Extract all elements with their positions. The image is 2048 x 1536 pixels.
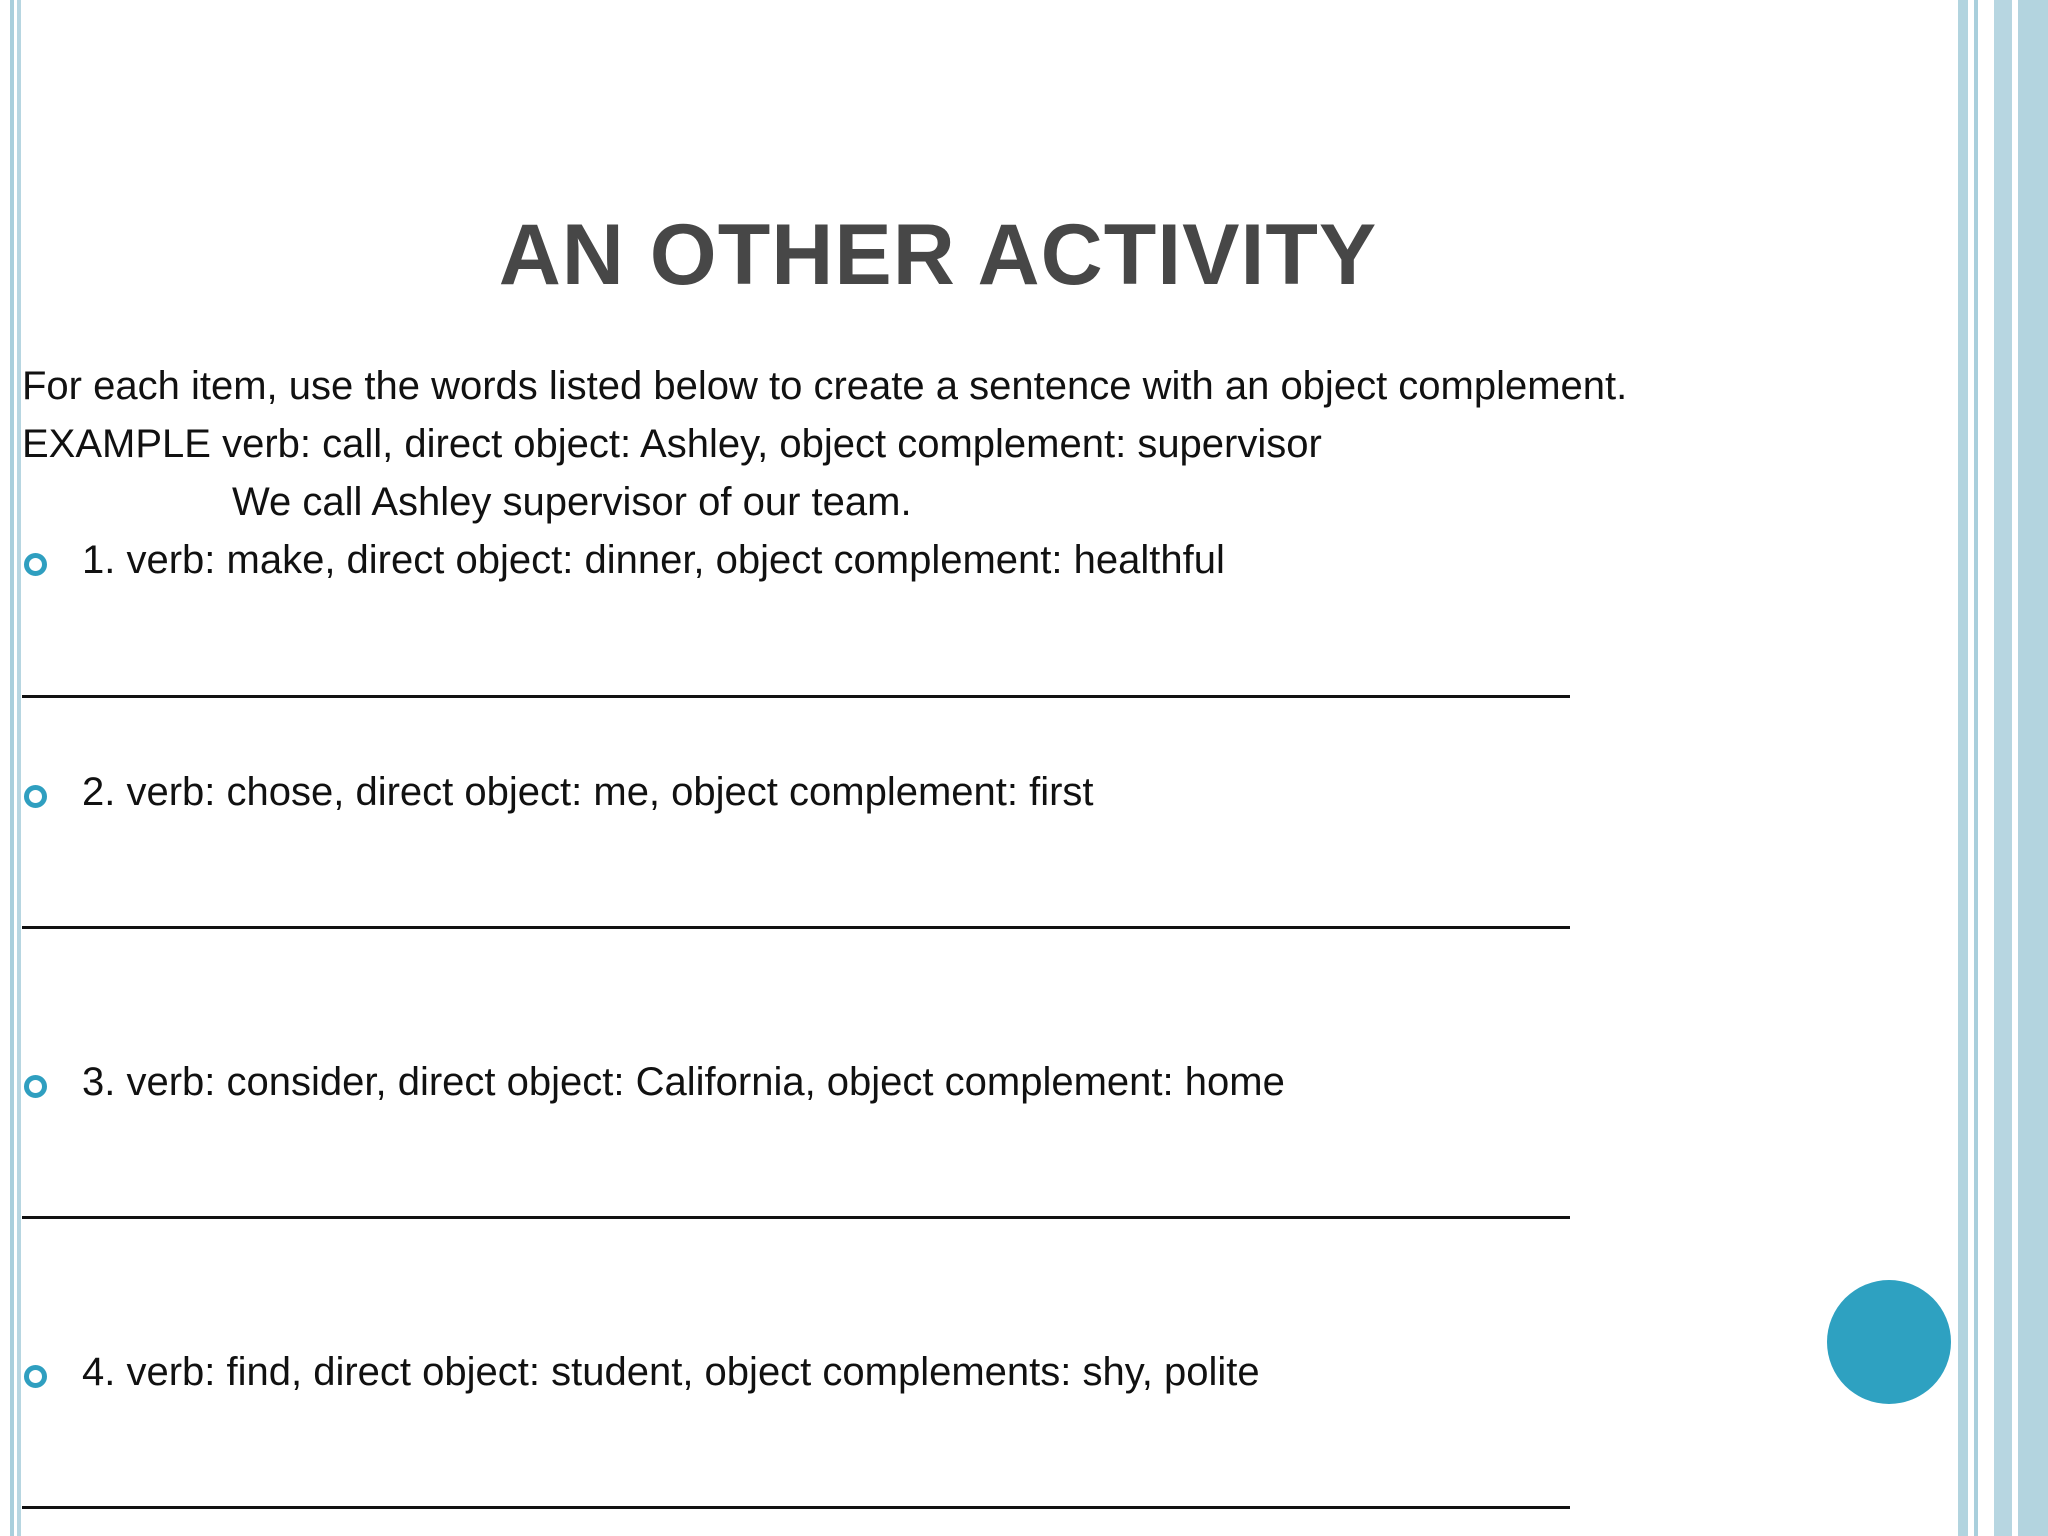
answer-line-2[interactable]: [22, 926, 1570, 929]
ring-bullet-icon: [24, 553, 47, 576]
slide-title: AN OTHER ACTIVITY: [498, 207, 1378, 303]
answer-line-3[interactable]: [22, 1216, 1570, 1219]
item-4-text: 4. verb: find, direct object: student, object complements: shy, polite: [82, 1350, 1260, 1394]
instructions-text: For each item, use the words listed below to create a sentence with an object complement.: [22, 364, 1628, 408]
example-prompt: EXAMPLE verb: call, direct object: Ashley, object complement: supervisor: [22, 422, 1322, 466]
example-answer: We call Ashley supervisor of our team.: [232, 480, 912, 524]
item-2-text: 2. verb: chose, direct object: me, object complement: first: [82, 770, 1094, 814]
right-border-stripes: [1958, 0, 2048, 1536]
circle-button: [1827, 1280, 1951, 1404]
item-1-text: 1. verb: make, direct object: dinner, object complement: healthful: [82, 538, 1225, 582]
ring-bullet-icon: [24, 1075, 47, 1098]
ring-bullet-icon: [24, 785, 47, 808]
answer-line-4[interactable]: [22, 1506, 1570, 1509]
ring-bullet-icon: [24, 1365, 47, 1388]
answer-line-1[interactable]: [22, 695, 1570, 698]
item-3-text: 3. verb: consider, direct object: California, object complement: home: [82, 1060, 1285, 1104]
